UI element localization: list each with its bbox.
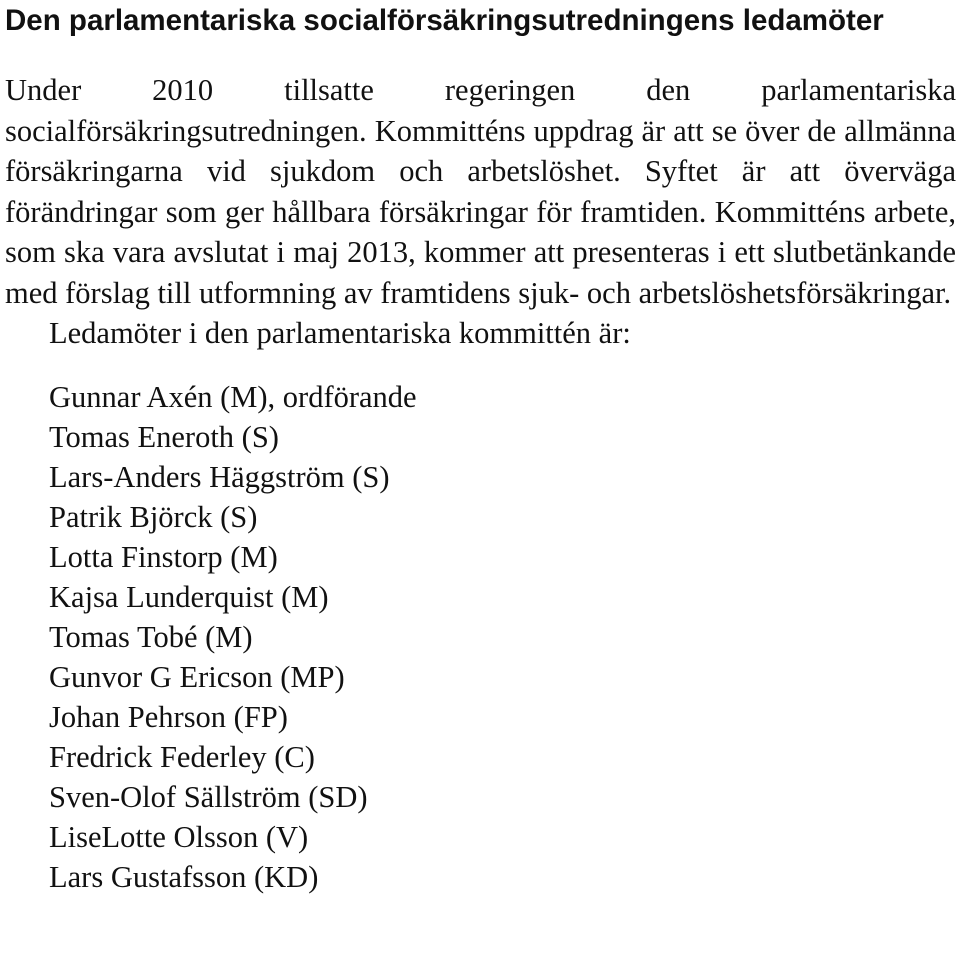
- document-heading: Den parlamentariska socialförsäkringsutredningens ledamöter: [5, 4, 884, 37]
- intro-paragraph: Under 2010 tillsatte regeringen den parlamentariska socialförsäkringsutredningen. Kommitténs uppdrag är att se över de allmänna försäkringarna vid sjukdom och arbetslöshet. Syftet är att överväga förändringar som ger hållbara försäkringar för framtiden. Kommitténs arbete, som ska vara avslutat i maj 2013, kommer att presenteras i ett slutbetänkande med förslag till utformning av framtidens sjuk- och arbetslöshetsförsäkringar.: [5, 73, 956, 310]
- member-item: Fredrick Federley (C): [49, 740, 315, 774]
- member-item: Lars-Anders Häggström (S): [49, 460, 390, 494]
- member-item: Tomas Eneroth (S): [49, 420, 279, 454]
- member-item: Lotta Finstorp (M): [49, 540, 278, 574]
- member-item: Tomas Tobé (M): [49, 620, 253, 654]
- member-item: Johan Pehrson (FP): [49, 700, 288, 734]
- member-item: Gunvor G Ericson (MP): [49, 660, 345, 694]
- member-item: Patrik Björck (S): [49, 500, 258, 534]
- members-lead: Ledamöter i den parlamentariska kommittén är:: [49, 316, 631, 350]
- member-item: Gunnar Axén (M), ordförande: [49, 380, 417, 414]
- member-item: Kajsa Lunderquist (M): [49, 580, 329, 614]
- member-item: Sven-Olof Sällström (SD): [49, 780, 368, 814]
- member-item: LiseLotte Olsson (V): [49, 820, 309, 854]
- member-item: Lars Gustafsson (KD): [49, 860, 319, 894]
- members-list: [49, 377, 956, 897]
